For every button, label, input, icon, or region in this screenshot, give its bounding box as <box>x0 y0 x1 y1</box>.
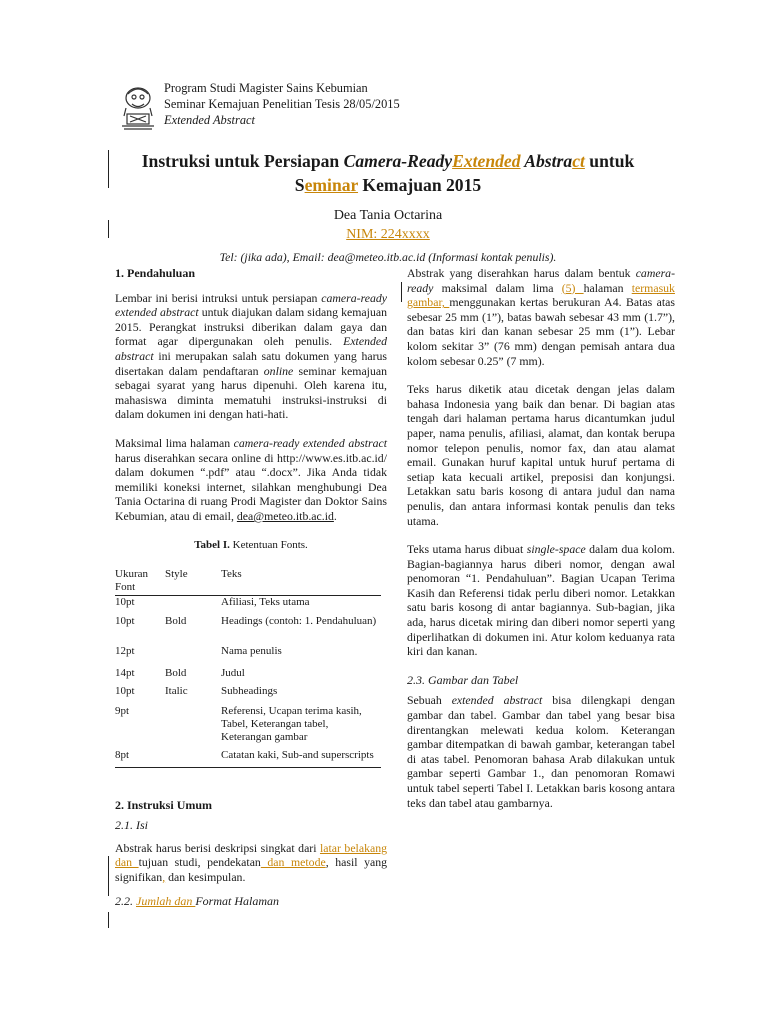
table-header-cell: Teks <box>221 568 242 581</box>
author-name: Dea Tania Octarina <box>333 208 443 223</box>
header-block <box>164 80 400 128</box>
paper-title: Instruksi untuk Persiapan Camera-ReadyExtended Abstract untuk Seminar Kemajuan 2015 <box>141 151 635 195</box>
author-nim: NIM: 224xxxx <box>346 227 430 242</box>
paragraph: Sebuah extended abstract bisa dilengkapi dengan gambar dan tabel. Gambar dan tabel yang besar bisa direntangkan melewati kedua kolom. Keterangan gambar ditempatkan di bawah gambar, keterangan tabel di atas tabel. Penomoran bahasa Arab dilakukan untuk gambar seperti Gambar 1., dan penomoran Romawi untuk tabel seperti Tabel I. Letakkan baris kosong antara teks dan tabel atau gambarnya. <box>407 693 675 810</box>
change-bar <box>108 150 109 188</box>
table-row: 14pt Bold Judul <box>115 667 245 679</box>
paragraph: Teks harus diketik atau dicetak dengan jelas dalam bahasa Indonesia yang baik dan benar. Di bagian atas tengah dari halaman pertama harus dicantumkan judul paper, nama penulis, afiliasi, alamat, dan kontak berupa nomor telepon penulis, nomor fax, dan atau alamat email. Gunakan huruf kapital untuk huruf pertama di setiap kata kecuali artikel, preposisi dan konjungsi. Letakkan satu baris kosong di antara judul dan nama penulis, dan antara informasi kontak penulis dan teks utama. <box>407 382 675 528</box>
header-seminar: Seminar Kemajuan Penelitian Tesis 28/05/2015 <box>164 97 400 111</box>
table-row: 10pt Bold Headings (contoh: 1. Pendahuluan) <box>115 615 377 627</box>
section-heading: 2. Instruksi Umum <box>115 797 213 812</box>
right-column <box>407 266 675 810</box>
table-row: 12pt Nama penulis <box>115 645 282 657</box>
change-bar <box>108 856 109 896</box>
table-header-cell: Ukuran Font <box>115 568 148 594</box>
email-link[interactable]: dea@meteo.itb.ac.id <box>236 508 334 523</box>
section-heading: 1. Pendahuluan <box>115 266 196 280</box>
table-row: 10pt Afiliasi, Teks utama <box>115 595 310 608</box>
table-row: 9pt Referensi, Ucapan terima kasih, Tabel, Keterangan tabel, Keterangan gambar <box>115 705 362 744</box>
change-bar <box>401 282 402 302</box>
paragraph: Abstrak harus berisi deskripsi singkat dari latar belakang dan tujuan studi, pendekatan dan metode, hasil yang signifikan, dan kesimpulan. <box>115 840 388 884</box>
change-bar <box>108 220 109 238</box>
paragraph: Maksimal lima halaman camera-ready extended abstract harus diserahkan secara online di http://www.es.itb.ac.id/ dalam dokumen “.pdf” atau “.docx”. Jika Anda tidak memiliki koneksi internet, silahkan menghubungi Dea Tania Octarina di ruang Prodi Magister dan Doktor Sains Kebumian, atau di email, dea@meteo.itb.ac.id. <box>115 435 387 523</box>
author-block <box>120 206 656 244</box>
change-bar <box>108 912 109 928</box>
header-type: Extended Abstract <box>164 113 255 127</box>
table-row: 8pt Catatan kaki, Sub-and superscripts <box>115 749 381 767</box>
table-header-row <box>115 568 381 595</box>
subsection-heading: 2.1. Isi <box>115 818 148 833</box>
header-program: Program Studi Magister Sains Kebumian <box>164 81 368 95</box>
university-logo <box>118 80 158 132</box>
author-contact: Tel: (jika ada), Email: dea@meteo.itb.ac.id (Informasi kontak penulis). <box>219 250 557 264</box>
paragraph: Teks utama harus dibuat single-space dalam dua kolom. Bagian-bagiannya harus diberi nomor, dengan awal penomoran “1. Pendahuluan”. Bagian Ucapan Terima Kasih dan Referensi tidak perlu diberi nomor. Letakkan satu baris kosong di antar bagiannya. Sub-bagian, jika ada, harus dicetak miring dan diberi nomor seperti yang diperlihatkan di dokumen ini. Atur kolom keduanya rata kiri dan kanan. <box>407 542 675 659</box>
table-header-cell: Style <box>165 568 188 581</box>
table-row: 10pt Italic Subheadings <box>115 685 278 697</box>
subsection-heading: 2.2. Jumlah dan Format Halaman <box>115 894 279 909</box>
left-column <box>115 266 387 909</box>
paragraph: Abstrak yang diserahkan harus dalam bentuk camera-ready maksimal dalam lima (5) halaman termasuk gambar, menggunakan kertas berukuran A4. Batas atas sebesar 25 mm (1”), batas bawah sebesar 43 mm (1.7”), dan batas kiri dan kanan sebesar 25 mm (1”). Lebar kolom sekitar 3” (76 mm) dengan pemisah antara dua kolom sebesar 0.25” (7 mm). <box>407 266 675 368</box>
table-caption: Tabel I. Ketentuan Fonts. <box>194 538 308 551</box>
paragraph: Lembar ini berisi intruksi untuk persiapan camera-ready extended abstract untuk diajukan dalam sidang kemajuan 2015. Perangkat instruksi diberikan dalam gaya dan format agar dipergunakan oleh penulis. Extended abstract ini merupakan salah satu dokumen yang harus disertakan dalam pendaftaran online seminar kemajuan sebagai syarat yang harus dipenuhi. Oleh karena itu, mahasiswa diminta mematuhi instruksi-instruksi di dalam dokumen ini dengan hati-hati. <box>115 290 387 422</box>
subsection-heading: 2.3. Gambar dan Tabel <box>407 672 519 687</box>
fonts-table <box>115 568 381 767</box>
